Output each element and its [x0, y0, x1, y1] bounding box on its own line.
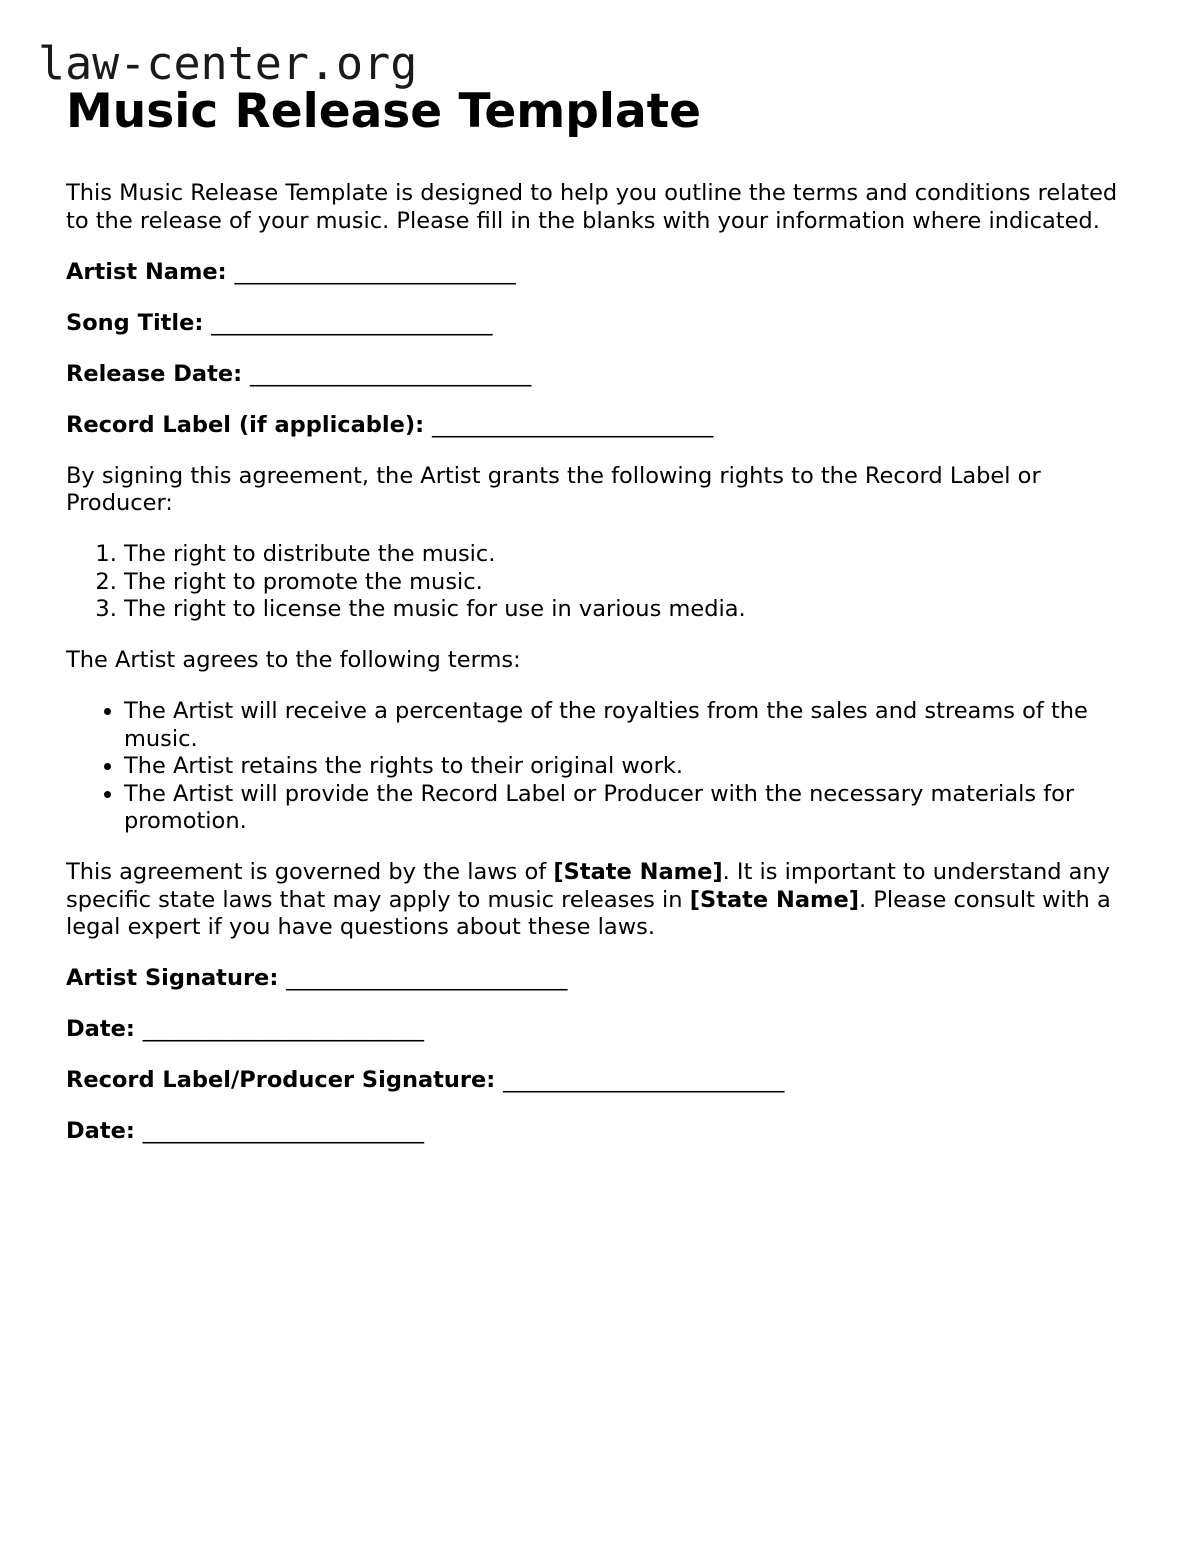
field-blank[interactable]: _________________________ — [142, 1118, 424, 1144]
governing-text: This agreement is governed by the laws of — [66, 859, 554, 885]
terms-intro: The Artist agrees to the following terms: — [66, 647, 521, 673]
state-name-placeholder: [State Name] — [553, 859, 723, 885]
artist-name-field[interactable] — [66, 259, 1136, 287]
document-body — [66, 84, 1136, 1169]
field-label: Date: — [66, 1016, 135, 1042]
producer-date-field[interactable] — [66, 1118, 1136, 1146]
list-item: 1. The right to distribute the music. — [124, 541, 1136, 569]
state-name-placeholder: [State Name] — [689, 886, 859, 913]
intro-paragraph: This Music Release Template is designed to help you outline the terms and conditions related to the release of your music. Please fill in the blanks with your information where indicated. — [66, 180, 1118, 234]
field-label: Date: — [66, 1118, 135, 1144]
list-item: 2. The right to promote the music. — [124, 569, 1136, 597]
list-item: 3. The right to license the music for use in various media. — [124, 596, 1136, 624]
rights-list — [66, 541, 1136, 624]
producer-signature-field[interactable] — [66, 1067, 1136, 1095]
artist-date-field[interactable] — [66, 1016, 1136, 1044]
page-title: Music Release Template — [66, 84, 702, 139]
rights-intro: By signing this agreement, the Artist grants the following rights to the Record Label or Producer: — [66, 462, 1041, 516]
release-date-field[interactable] — [66, 361, 1136, 389]
field-blank[interactable]: _________________________ — [432, 411, 714, 438]
governing-law-paragraph — [66, 859, 1136, 942]
governing-text: . Please consult with a legal expert if you have questions about these laws. — [66, 886, 1111, 940]
field-blank[interactable]: _________________________ — [249, 360, 532, 387]
record-label-field[interactable] — [66, 412, 1136, 440]
field-blank[interactable]: _________________________ — [142, 1016, 424, 1042]
field-blank[interactable]: _________________________ — [503, 1067, 785, 1093]
field-label: Release Date: — [66, 360, 243, 387]
field-label: Record Label (if applicable): — [66, 411, 425, 438]
list-item: • The Artist will provide the Record Label or Producer with the necessary materials for promotion. — [124, 781, 1136, 836]
watermark: law-center.org — [38, 37, 418, 90]
terms-list — [66, 698, 1136, 836]
field-blank[interactable]: _________________________ — [234, 258, 516, 285]
field-label: Song Title: — [66, 309, 204, 336]
field-label: Record Label/Producer Signature: — [66, 1067, 496, 1093]
list-item: • The Artist will receive a percentage of the royalties from the sales and streams of the music. — [124, 698, 1136, 753]
field-blank[interactable]: _________________________ — [211, 309, 493, 336]
artist-signature-field[interactable] — [66, 965, 1136, 993]
governing-text: . It is important to understand any specific state laws that may apply to music releases in — [66, 859, 1111, 913]
list-item: • The Artist retains the rights to their original work. — [124, 753, 1136, 781]
field-label: Artist Name: — [66, 258, 227, 285]
field-label: Artist Signature: — [66, 965, 279, 991]
field-blank[interactable]: _________________________ — [286, 965, 568, 991]
song-title-field[interactable] — [66, 310, 1136, 338]
